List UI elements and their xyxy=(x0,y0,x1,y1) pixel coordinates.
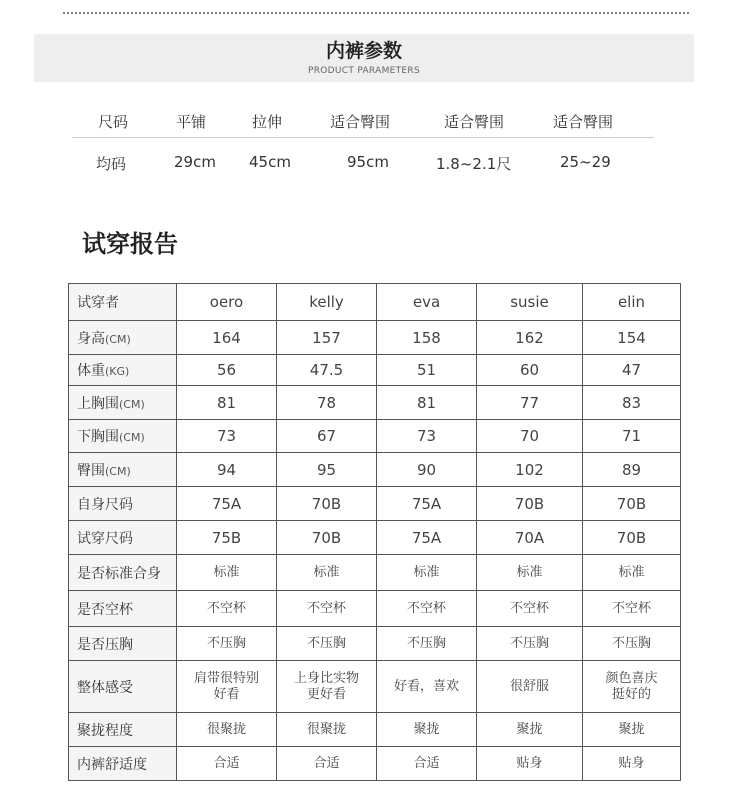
row-label xyxy=(69,487,177,521)
param-value: 25~29 xyxy=(560,153,611,171)
row-label-text: 内裤舒适度 xyxy=(77,756,147,773)
param-header: 适合臀围 xyxy=(444,113,505,131)
table-cell: 73 xyxy=(177,420,277,453)
row-label xyxy=(69,661,177,713)
table-cell: 83 xyxy=(583,386,681,420)
row-label-text: 聚拢程度 xyxy=(77,722,133,739)
row-label xyxy=(69,386,177,420)
param-header: 平铺 xyxy=(176,113,207,131)
table-row xyxy=(69,420,681,453)
table-cell: 颜色喜庆 挺好的 xyxy=(583,661,681,713)
table-cell: 聚拢 xyxy=(377,713,477,747)
table-row xyxy=(69,713,681,747)
table-cell: 75A xyxy=(377,521,477,555)
table-cell: 不空杯 xyxy=(477,591,583,627)
table-cell: 51 xyxy=(377,355,477,386)
row-label xyxy=(69,521,177,555)
table-cell: 70 xyxy=(477,420,583,453)
table-cell: 不压胸 xyxy=(377,627,477,661)
table-cell: 标准 xyxy=(477,555,583,591)
table-cell: 56 xyxy=(177,355,277,386)
row-label-text: 下胸围 xyxy=(77,429,119,445)
table-cell: 不压胸 xyxy=(177,627,277,661)
row-label xyxy=(69,453,177,487)
row-label xyxy=(69,420,177,453)
parameters-table xyxy=(72,104,654,180)
table-cell: 不压胸 xyxy=(583,627,681,661)
table-cell: 90 xyxy=(377,453,477,487)
table-cell: 合适 xyxy=(377,747,477,781)
table-cell: 75A xyxy=(177,487,277,521)
table-cell: 102 xyxy=(477,453,583,487)
tester-name: elin xyxy=(583,284,681,321)
table-cell: 162 xyxy=(477,321,583,355)
row-label-text: 身高 xyxy=(77,330,105,347)
table-header-row xyxy=(69,284,681,321)
table-cell: 78 xyxy=(277,386,377,420)
table-cell: 70B xyxy=(277,521,377,555)
table-cell: 标准 xyxy=(583,555,681,591)
table-cell: 60 xyxy=(477,355,583,386)
table-cell: 不空杯 xyxy=(277,591,377,627)
row-label-text: 上胸围 xyxy=(77,395,119,412)
row-label xyxy=(69,355,177,386)
table-cell: 89 xyxy=(583,453,681,487)
table-cell: 很舒服 xyxy=(477,661,583,713)
row-label-text: 是否标准合身 xyxy=(77,565,161,582)
table-cell: 聚拢 xyxy=(477,713,583,747)
table-cell: 贴身 xyxy=(477,747,583,781)
table-cell: 157 xyxy=(277,321,377,355)
row-unit: (CM) xyxy=(105,332,131,346)
table-cell: 不空杯 xyxy=(177,591,277,627)
banner-title: 内裤参数 xyxy=(325,40,402,62)
table-cell: 不空杯 xyxy=(583,591,681,627)
table-cell: 158 xyxy=(377,321,477,355)
param-header: 适合臀围 xyxy=(553,113,614,131)
row-label-text: 是否压胸 xyxy=(77,636,133,653)
parameters-value-row xyxy=(72,146,654,180)
table-cell: 70A xyxy=(477,521,583,555)
table-cell: 70B xyxy=(583,487,681,521)
table-cell: 不压胸 xyxy=(277,627,377,661)
row-label-text: 体重 xyxy=(77,363,105,379)
table-cell: 很聚拢 xyxy=(277,713,377,747)
row-label-text: 自身尺码 xyxy=(77,496,133,513)
table-cell: 标准 xyxy=(377,555,477,591)
row-label xyxy=(69,591,177,627)
table-cell: 81 xyxy=(177,386,277,420)
row-unit: (CM) xyxy=(119,431,145,444)
row-label xyxy=(69,321,177,355)
param-value: 45cm xyxy=(249,153,291,171)
row-label-text: 臀围 xyxy=(77,462,105,479)
row-label-text: 整体感受 xyxy=(77,679,133,696)
table-cell: 很聚拢 xyxy=(177,713,277,747)
dotted-divider xyxy=(62,12,690,14)
table-cell: 47.5 xyxy=(277,355,377,386)
table-cell: 70B xyxy=(477,487,583,521)
table-row xyxy=(69,487,681,521)
param-value: 29cm xyxy=(174,153,216,171)
table-cell: 94 xyxy=(177,453,277,487)
table-row xyxy=(69,627,681,661)
table-row xyxy=(69,661,681,713)
table-cell: 77 xyxy=(477,386,583,420)
trial-report-title: 试穿报告 xyxy=(82,230,178,258)
table-cell: 81 xyxy=(377,386,477,420)
table-row xyxy=(69,355,681,386)
table-cell: 67 xyxy=(277,420,377,453)
table-cell: 不空杯 xyxy=(377,591,477,627)
param-header: 拉伸 xyxy=(252,113,283,131)
table-row xyxy=(69,591,681,627)
parameters-header-row xyxy=(72,104,654,138)
param-value: 1.8~2.1尺 xyxy=(436,155,512,173)
table-cell: 75A xyxy=(377,487,477,521)
table-row xyxy=(69,453,681,487)
table-row xyxy=(69,555,681,591)
tester-name: oero xyxy=(177,284,277,321)
param-header: 适合臀围 xyxy=(330,113,391,131)
table-cell: 标准 xyxy=(177,555,277,591)
table-cell: 上身比实物 更好看 xyxy=(277,661,377,713)
table-cell: 71 xyxy=(583,420,681,453)
row-label-text: 试穿尺码 xyxy=(77,530,133,547)
table-cell: 70B xyxy=(583,521,681,555)
param-header: 尺码 xyxy=(98,113,129,131)
table-cell: 95 xyxy=(277,453,377,487)
param-value: 均码 xyxy=(96,155,127,173)
testers-label: 试穿者 xyxy=(69,284,177,321)
table-cell: 合适 xyxy=(177,747,277,781)
param-value: 95cm xyxy=(347,153,389,171)
table-cell: 聚拢 xyxy=(583,713,681,747)
tester-name: kelly xyxy=(277,284,377,321)
tester-name: susie xyxy=(477,284,583,321)
table-cell: 70B xyxy=(277,487,377,521)
table-row xyxy=(69,521,681,555)
row-unit: (CM) xyxy=(105,464,131,478)
tester-name: eva xyxy=(377,284,477,321)
table-cell: 73 xyxy=(377,420,477,453)
table-cell: 154 xyxy=(583,321,681,355)
row-label xyxy=(69,713,177,747)
table-cell: 合适 xyxy=(277,747,377,781)
row-label-text: 是否空杯 xyxy=(77,601,133,618)
row-label xyxy=(69,627,177,661)
product-parameters-banner xyxy=(34,34,694,82)
table-cell: 好看，喜欢 xyxy=(377,661,477,713)
table-cell: 75B xyxy=(177,521,277,555)
table-cell: 标准 xyxy=(277,555,377,591)
table-row xyxy=(69,386,681,420)
table-cell: 164 xyxy=(177,321,277,355)
table-row xyxy=(69,321,681,355)
table-cell: 贴身 xyxy=(583,747,681,781)
trial-report-table xyxy=(68,283,681,781)
table-cell: 47 xyxy=(583,355,681,386)
row-label xyxy=(69,555,177,591)
table-cell: 不压胸 xyxy=(477,627,583,661)
table-cell: 肩带很特别 好看 xyxy=(177,661,277,713)
table-row xyxy=(69,747,681,781)
row-unit: (CM) xyxy=(119,397,145,411)
row-label xyxy=(69,747,177,781)
row-unit: (KG) xyxy=(105,365,130,378)
banner-subtitle: PRODUCT PARAMETERS xyxy=(308,66,420,76)
